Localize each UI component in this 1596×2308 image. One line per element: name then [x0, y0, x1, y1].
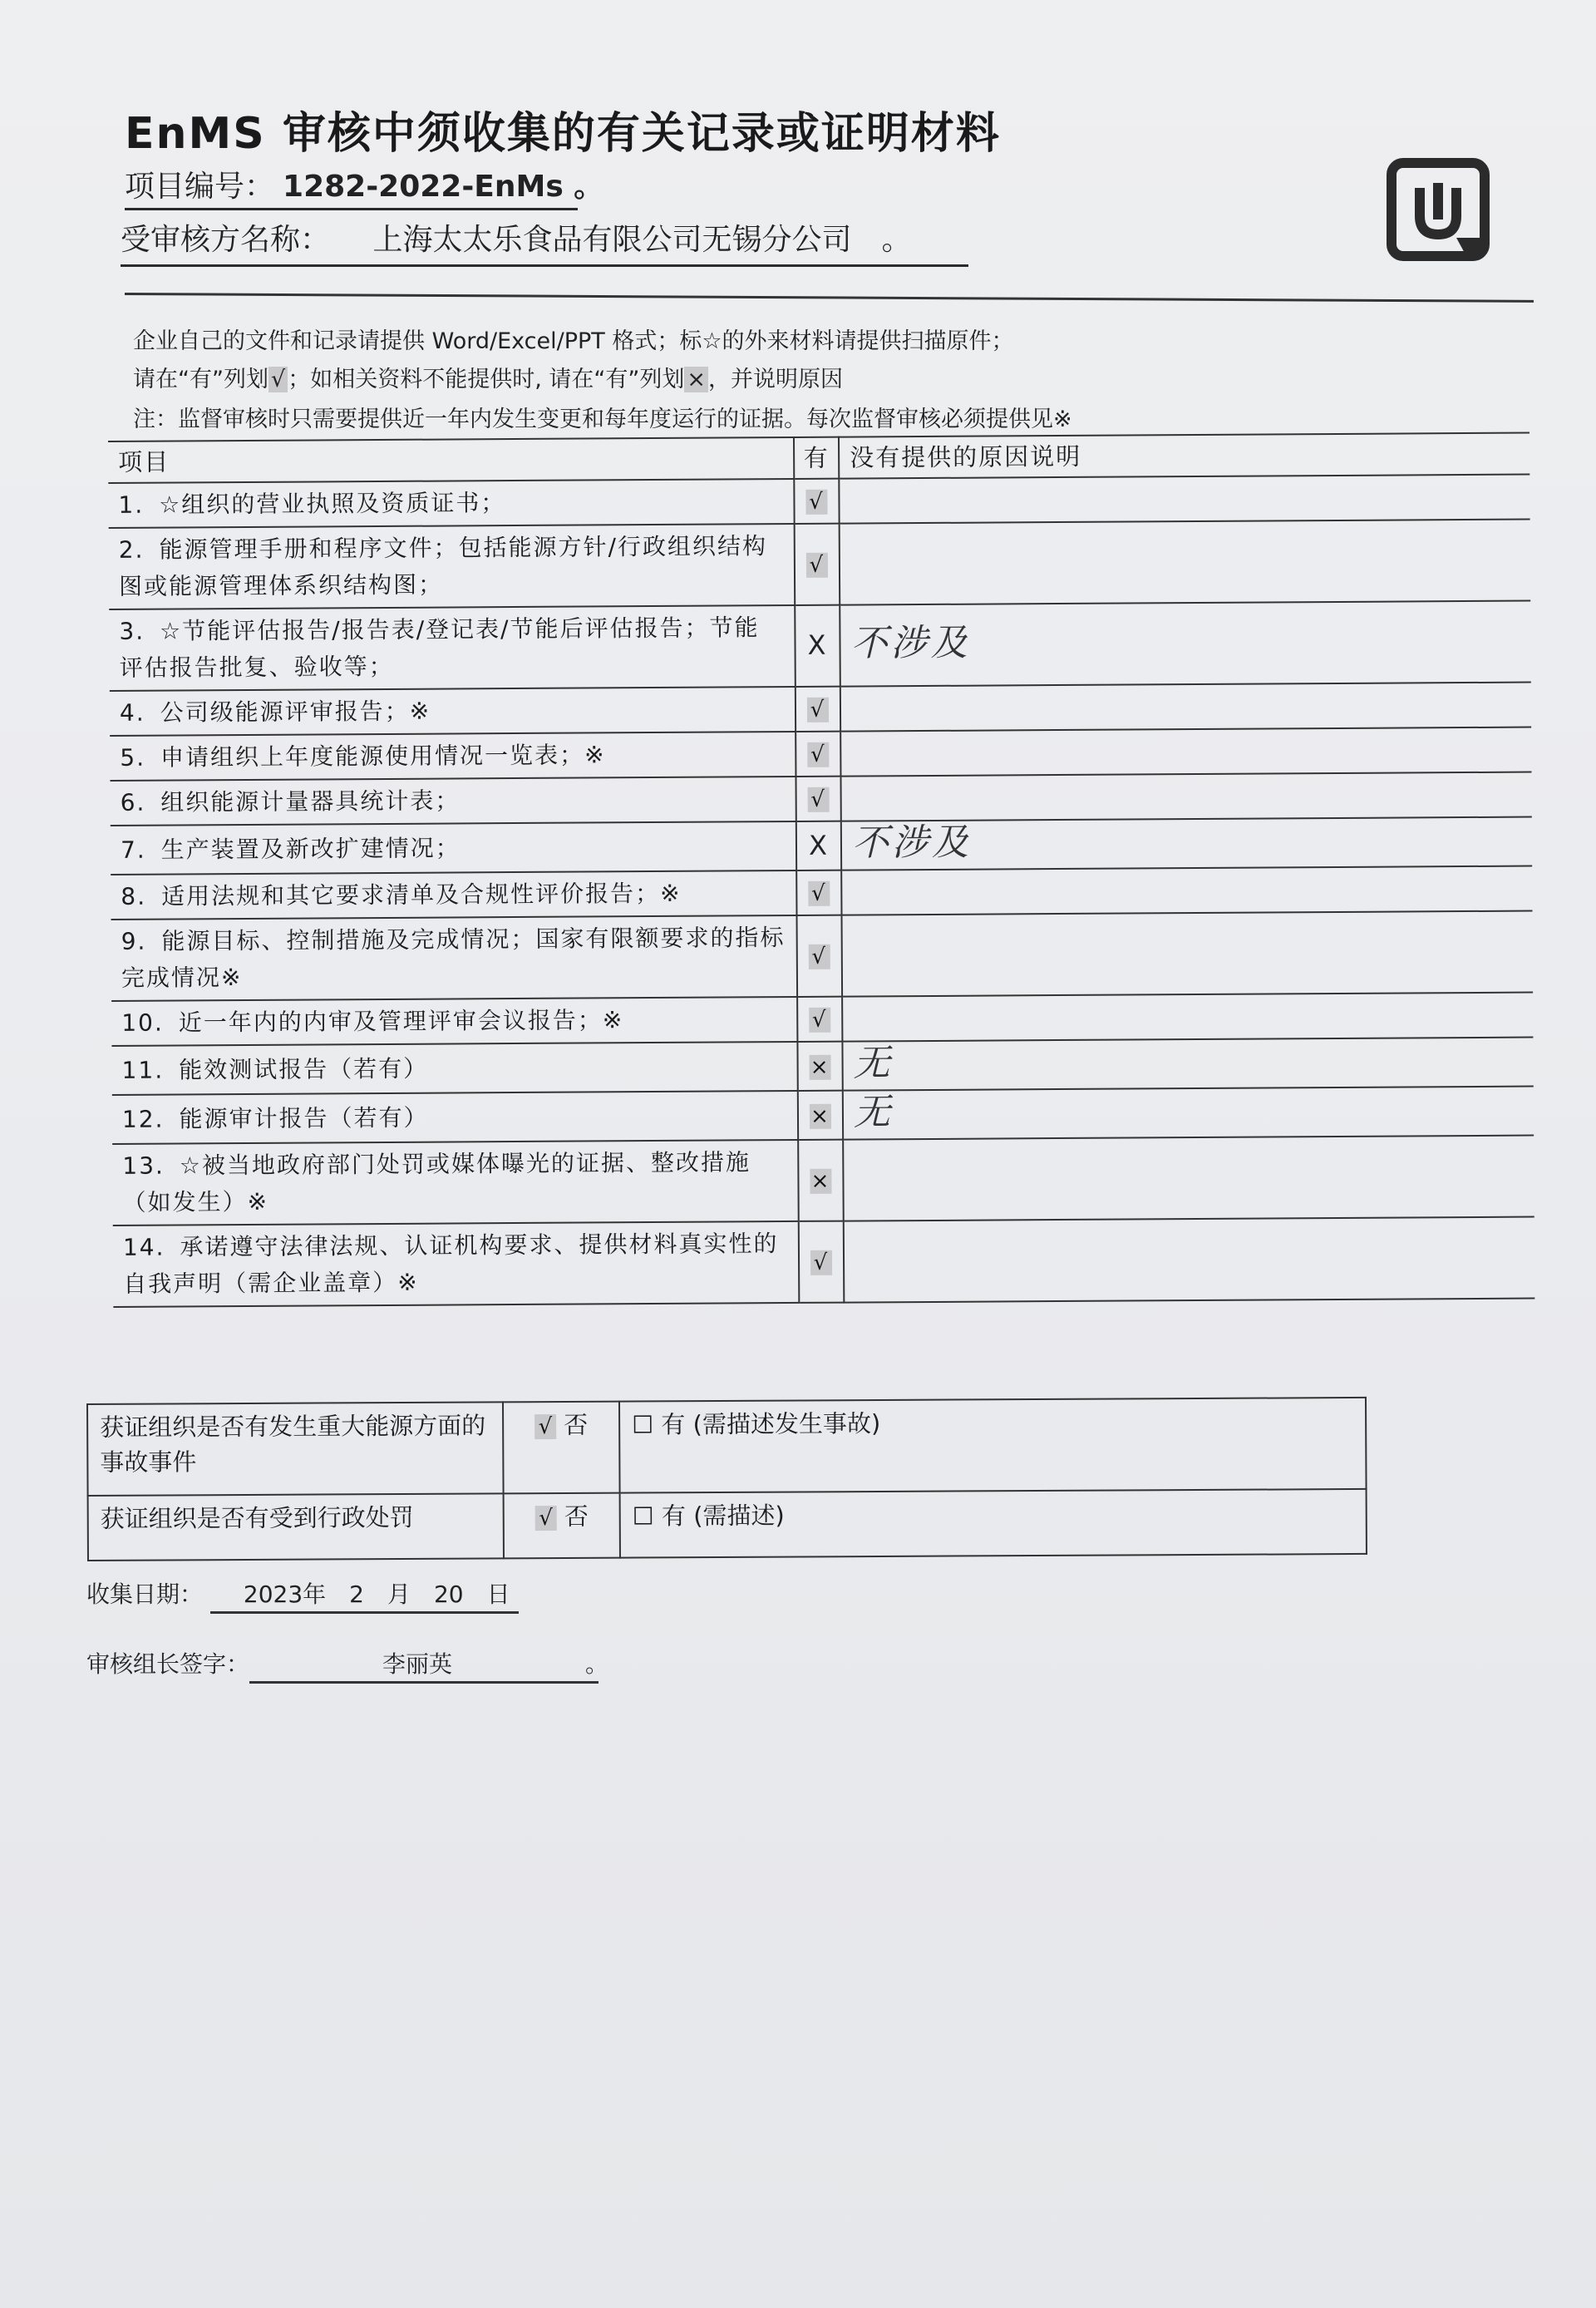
- check-mark-icon: √: [807, 742, 829, 767]
- row-item-cell: [112, 1091, 798, 1144]
- row-text: 组织能源计量器具统计表；: [160, 787, 461, 816]
- certification-logo-icon: [1387, 158, 1490, 261]
- incident-no-label: 否: [564, 1410, 589, 1439]
- cross-sample-icon: ×: [684, 367, 708, 392]
- checkbox-icon: ☐: [632, 1502, 654, 1531]
- row-have-cell: [796, 732, 840, 777]
- project-number-label: 项目编号：: [125, 170, 275, 204]
- cross-mark-icon: X: [807, 629, 828, 661]
- row-number: 12.: [121, 1105, 165, 1133]
- checked-box-icon: √: [534, 1414, 556, 1439]
- table-row: [111, 817, 1532, 875]
- incident-row: [87, 1398, 1367, 1496]
- row-item-cell: [111, 821, 796, 875]
- row-reason-cell: [840, 520, 1531, 605]
- signature-line: [86, 1646, 609, 1684]
- row-number: 8.: [121, 882, 147, 910]
- row-number: 9.: [121, 927, 147, 955]
- row-text: ☆被当地政府部门处罚或媒体曝光的证据、整改措施（如发生）※: [122, 1148, 751, 1216]
- date-label: 收集日期：: [86, 1581, 204, 1608]
- row-reason-cell: [840, 601, 1531, 687]
- row-item-cell: [111, 997, 797, 1046]
- row-text: 能源目标、控制措施及完成情况；国家有限额要求的指标完成情况※: [121, 924, 786, 992]
- col-have-header: 有: [794, 437, 839, 479]
- col-reason-header: 没有提供的原因说明: [839, 433, 1530, 479]
- auditee-underline: [121, 264, 968, 267]
- checked-box-icon: √: [535, 1506, 557, 1531]
- handwritten-reason: 不涉及: [851, 821, 973, 865]
- row-item-cell: [109, 605, 796, 691]
- row-item-cell: [109, 524, 796, 609]
- note2-part3: ，并说明原因: [707, 367, 843, 392]
- row-reason-cell: [841, 866, 1532, 915]
- row-reason-cell: [840, 727, 1531, 777]
- table-row: [112, 1087, 1534, 1144]
- check-mark-icon: √: [808, 881, 830, 906]
- row-have-cell: [796, 777, 840, 821]
- row-number: 4.: [119, 698, 145, 727]
- signer-name: [249, 1646, 609, 1684]
- note-line-1: 企业自己的文件和记录请提供 Word/Excel/PPT 格式；标☆的外来材料请提供扫描原件；: [133, 328, 1014, 354]
- row-text: 承诺遵守法律法规、认证机构要求、提供材料真实性的自我声明（需企业盖章）※: [123, 1230, 779, 1298]
- row-reason-cell: [843, 1136, 1534, 1221]
- incident-question: 获证组织是否有发生重大能源方面的事故事件: [87, 1402, 504, 1496]
- col-item-header: 项目: [108, 437, 794, 483]
- check-mark-icon: √: [807, 698, 829, 722]
- row-reason-cell: [841, 817, 1532, 870]
- check-mark-icon: √: [809, 944, 830, 969]
- check-sample-icon: √: [268, 367, 288, 392]
- auditee-line: [121, 216, 911, 259]
- handwritten-reason: 不涉及: [850, 621, 971, 665]
- row-text: 申请组织上年度能源使用情况一览表；※: [160, 741, 606, 772]
- row-text: ☆节能评估报告/报告表/登记表/节能后评估报告；节能评估报告批复、验收等；: [119, 614, 760, 682]
- incident-yes-label: 有 (需描述发生事故): [661, 1408, 881, 1439]
- cross-mark-icon: X: [808, 829, 830, 861]
- table-row: [112, 1136, 1534, 1226]
- row-number: 13.: [122, 1152, 165, 1180]
- row-item-cell: [111, 1042, 797, 1095]
- penalty-question: 获证组织是否有受到行政处罚: [88, 1493, 504, 1561]
- row-reason-cell: [842, 1038, 1533, 1091]
- page-title: EnMS 审核中须收集的有关记录或证明材料: [125, 109, 1001, 159]
- row-number: 7.: [120, 836, 146, 864]
- row-number: 1.: [118, 491, 145, 519]
- penalty-yes-label: 有 (需描述): [661, 1501, 785, 1531]
- note-line-3: 注：监督审核时只需要提供近一年内发生变更和每年度运行的证据。每次监督审核必须提供见※: [133, 407, 1072, 432]
- note2-part1: 请在“有”列划: [133, 367, 268, 392]
- row-have-cell: [797, 915, 843, 997]
- row-have-cell: [796, 870, 841, 915]
- row-text: 能源审计报告（若有）: [179, 1103, 429, 1132]
- row-have-cell: [794, 479, 839, 524]
- row-number: 10.: [121, 1009, 164, 1037]
- check-mark-icon: √: [808, 787, 830, 812]
- table-row: [113, 1217, 1535, 1307]
- row-number: 3.: [119, 617, 145, 645]
- row-reason-cell: [844, 1217, 1535, 1303]
- row-text: 能效测试报告（若有）: [179, 1054, 429, 1083]
- table-row: [111, 911, 1534, 1001]
- handwritten-reason: 无: [853, 1042, 894, 1085]
- row-reason-cell: [839, 475, 1530, 524]
- penalty-yes-cell: [620, 1489, 1367, 1558]
- row-have-cell: [799, 1221, 845, 1303]
- check-mark-icon: √: [805, 490, 827, 515]
- incident-yes-cell: [619, 1398, 1367, 1493]
- row-item-cell: [110, 732, 796, 781]
- checkbox-icon: ☐: [632, 1410, 654, 1439]
- row-number: 11.: [121, 1056, 165, 1084]
- row-have-cell: [795, 605, 840, 687]
- row-number: 14.: [122, 1233, 165, 1261]
- note-line-2: [133, 361, 843, 393]
- project-underline: [125, 208, 578, 210]
- check-mark-icon: √: [809, 1008, 830, 1033]
- signer-value: 李丽英: [382, 1650, 453, 1678]
- row-number: 2.: [118, 535, 145, 564]
- row-item-cell: [110, 777, 796, 826]
- row-reason-cell: [840, 683, 1531, 732]
- row-text: 近一年内的内审及管理评审会议报告；※: [178, 1006, 624, 1037]
- row-text: 适用法规和其它要求清单及合规性评价报告；※: [160, 879, 682, 910]
- incident-no-cell: [503, 1402, 620, 1494]
- penalty-no-cell: [504, 1493, 620, 1559]
- row-text: 公司级能源评审报告；※: [160, 697, 431, 727]
- row-item-cell: [112, 1140, 799, 1226]
- row-text: 生产装置及新改扩建情况；: [160, 833, 461, 864]
- auditee-value: 上海太太乐食品有限公司无锡分公司 。: [372, 223, 912, 257]
- signer-label: 审核组长签字：: [86, 1650, 250, 1678]
- row-have-cell: [798, 1091, 843, 1140]
- row-have-cell: [796, 821, 841, 870]
- table-row: [109, 520, 1531, 609]
- project-number-value: 1282-2022-EnMs 。: [283, 170, 604, 204]
- date-value: 2023年 2 月 20 日: [210, 1576, 519, 1614]
- row-text: ☆组织的营业执照及资质证书；: [159, 489, 506, 519]
- auditee-label: 受审核方名称：: [121, 223, 331, 257]
- row-reason-cell: [842, 911, 1534, 997]
- row-have-cell: [797, 997, 842, 1042]
- cross-mark-icon: ×: [810, 1103, 830, 1129]
- penalty-no-label: 否: [564, 1502, 589, 1531]
- incident-table: [86, 1397, 1367, 1561]
- row-text: 能源管理手册和程序文件；包括能源方针/行政组织结构图或能源管理体系织结构图；: [118, 532, 768, 600]
- cross-mark-icon: ×: [810, 1054, 830, 1080]
- collection-date: [86, 1576, 519, 1614]
- row-have-cell: [795, 524, 840, 605]
- penalty-row: [88, 1489, 1367, 1561]
- row-have-cell: [798, 1140, 844, 1221]
- row-item-cell: [111, 870, 796, 920]
- check-mark-icon: √: [806, 553, 828, 578]
- check-mark-icon: √: [810, 1250, 832, 1275]
- cross-mark-icon: ×: [810, 1168, 831, 1194]
- materials-table: [108, 432, 1534, 1308]
- header-divider: [125, 293, 1534, 303]
- row-have-cell: [796, 687, 840, 732]
- project-number-line: [125, 163, 603, 205]
- row-item-cell: [111, 915, 798, 1001]
- handwritten-reason: 无: [853, 1091, 894, 1134]
- note2-part2: ；如相关资料不能提供时, 请在“有”列划: [288, 367, 685, 392]
- row-reason-cell: [843, 1087, 1534, 1140]
- row-item-cell: [113, 1221, 800, 1307]
- row-number: 6.: [120, 788, 146, 816]
- row-have-cell: [797, 1042, 842, 1091]
- table-row: [111, 1038, 1533, 1095]
- row-item-cell: [110, 687, 796, 736]
- signer-end: 。: [585, 1650, 609, 1678]
- row-number: 5.: [120, 743, 146, 772]
- row-reason-cell: [840, 772, 1531, 821]
- row-item-cell: [108, 479, 794, 528]
- row-reason-cell: [842, 993, 1533, 1042]
- table-row: [109, 601, 1531, 691]
